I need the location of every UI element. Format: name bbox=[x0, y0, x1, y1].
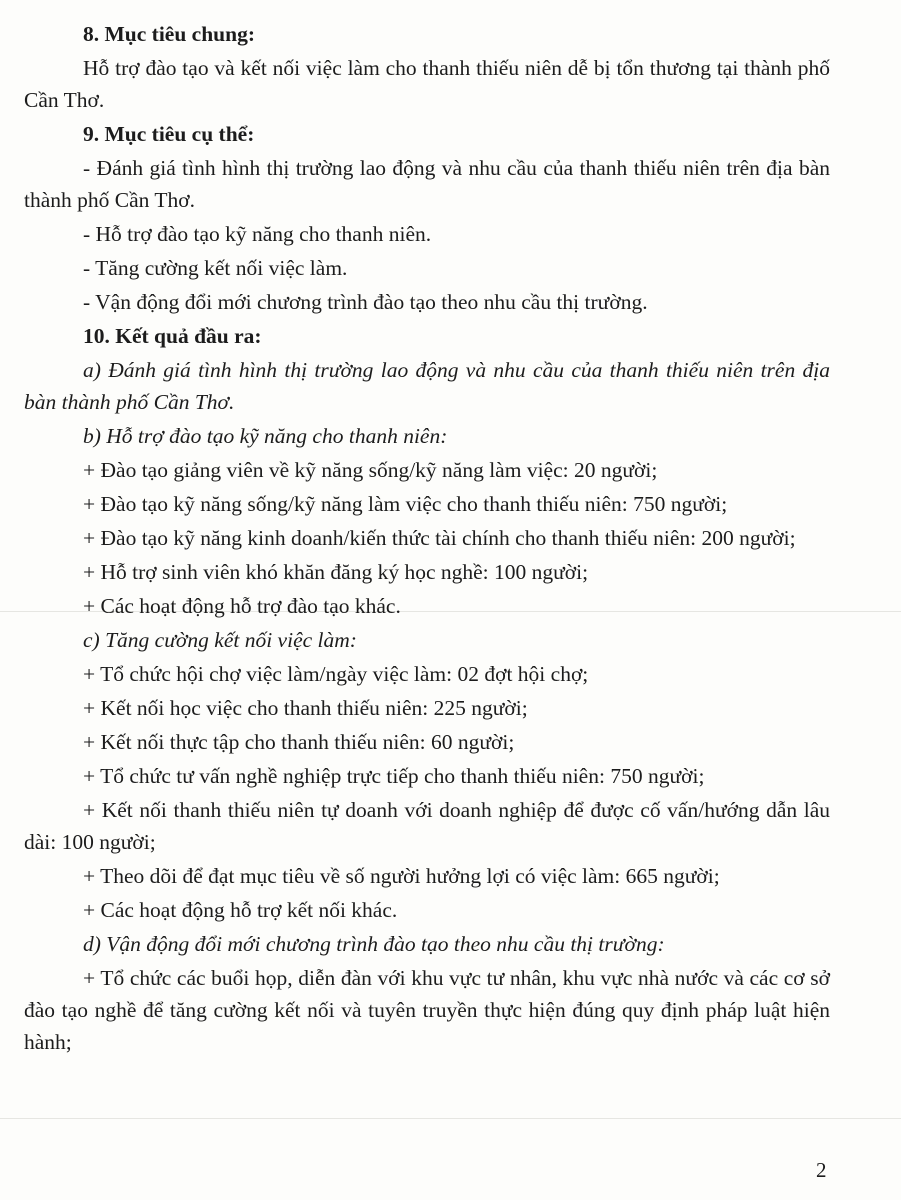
list-item-objective: - Tăng cường kết nối việc làm. bbox=[83, 256, 348, 280]
section-heading-general-objective: 8. Mục tiêu chung: bbox=[83, 22, 255, 46]
list-item-output: + Các hoạt động hỗ trợ đào tạo khác. bbox=[83, 594, 401, 618]
list-item-output: + Kết nối học việc cho thanh thiếu niên: 225 người; bbox=[83, 696, 528, 720]
list-item-output: + Đào tạo kỹ năng kinh doanh/kiến thức tài chính cho thanh thiếu niên: 200 người; bbox=[83, 526, 796, 550]
list-item-output: + Các hoạt động hỗ trợ kết nối khác. bbox=[83, 898, 398, 922]
list-item-output: + Tổ chức hội chợ việc làm/ngày việc làm: 02 đợt hội chợ; bbox=[83, 662, 589, 686]
list-item-output: + Tổ chức tư vấn nghề nghiệp trực tiếp cho thanh thiếu niên: 750 người; bbox=[83, 764, 705, 788]
list-item-output: + Kết nối thanh thiếu niên tự doanh với doanh nghiệp để được cố vấn/hướng dẫn lâu dài: 100 người; bbox=[24, 798, 830, 854]
list-item-output: + Theo dõi để đạt mục tiêu về số người hưởng lợi có việc làm: 665 người; bbox=[83, 864, 720, 888]
list-item-objective: - Đánh giá tình hình thị trường lao động và nhu cầu của thanh thiếu niên trên địa bàn thành phố Cần Thơ. bbox=[24, 156, 830, 212]
list-item-objective: - Vận động đổi mới chương trình đào tạo theo nhu cầu thị trường. bbox=[83, 290, 648, 314]
section-heading-specific-objectives: 9. Mục tiêu cụ thể: bbox=[83, 122, 255, 146]
list-item-output: + Đào tạo giảng viên về kỹ năng sống/kỹ năng làm việc: 20 người; bbox=[83, 458, 658, 482]
subheading-output-d: d) Vận động đổi mới chương trình đào tạo theo nhu cầu thị trường: bbox=[83, 932, 665, 956]
subheading-output-a: a) Đánh giá tình hình thị trường lao động và nhu cầu của thanh thiếu niên trên địa bàn thành phố Cần Thơ. bbox=[24, 358, 830, 414]
subheading-output-c: c) Tăng cường kết nối việc làm: bbox=[83, 628, 357, 652]
list-item-objective: - Hỗ trợ đào tạo kỹ năng cho thanh niên. bbox=[83, 222, 432, 246]
list-item-output: + Kết nối thực tập cho thanh thiếu niên: 60 người; bbox=[83, 730, 515, 754]
list-item-output: + Hỗ trợ sinh viên khó khăn đăng ký học nghề: 100 người; bbox=[83, 560, 589, 584]
document-body bbox=[24, 18, 830, 1060]
subheading-output-b: b) Hỗ trợ đào tạo kỹ năng cho thanh niên: bbox=[83, 424, 448, 448]
section-heading-outputs: 10. Kết quả đầu ra: bbox=[83, 324, 262, 348]
paragraph-general-objective: Hỗ trợ đào tạo và kết nối việc làm cho thanh thiếu niên dễ bị tổn thương tại thành phố Cần Thơ. bbox=[24, 56, 830, 112]
list-item-output: + Đào tạo kỹ năng sống/kỹ năng làm việc cho thanh thiếu niên: 750 người; bbox=[83, 492, 728, 516]
list-item-output: + Tổ chức các buổi họp, diễn đàn với khu vực tư nhân, khu vực nhà nước và các cơ sở đào tạo nghề để tăng cường kết nối và tuyên truyền thực hiện đúng quy định pháp luật hiện hành; bbox=[24, 966, 830, 1054]
scan-artifact-line bbox=[0, 1118, 901, 1119]
page-number: 2 bbox=[816, 1158, 827, 1182]
